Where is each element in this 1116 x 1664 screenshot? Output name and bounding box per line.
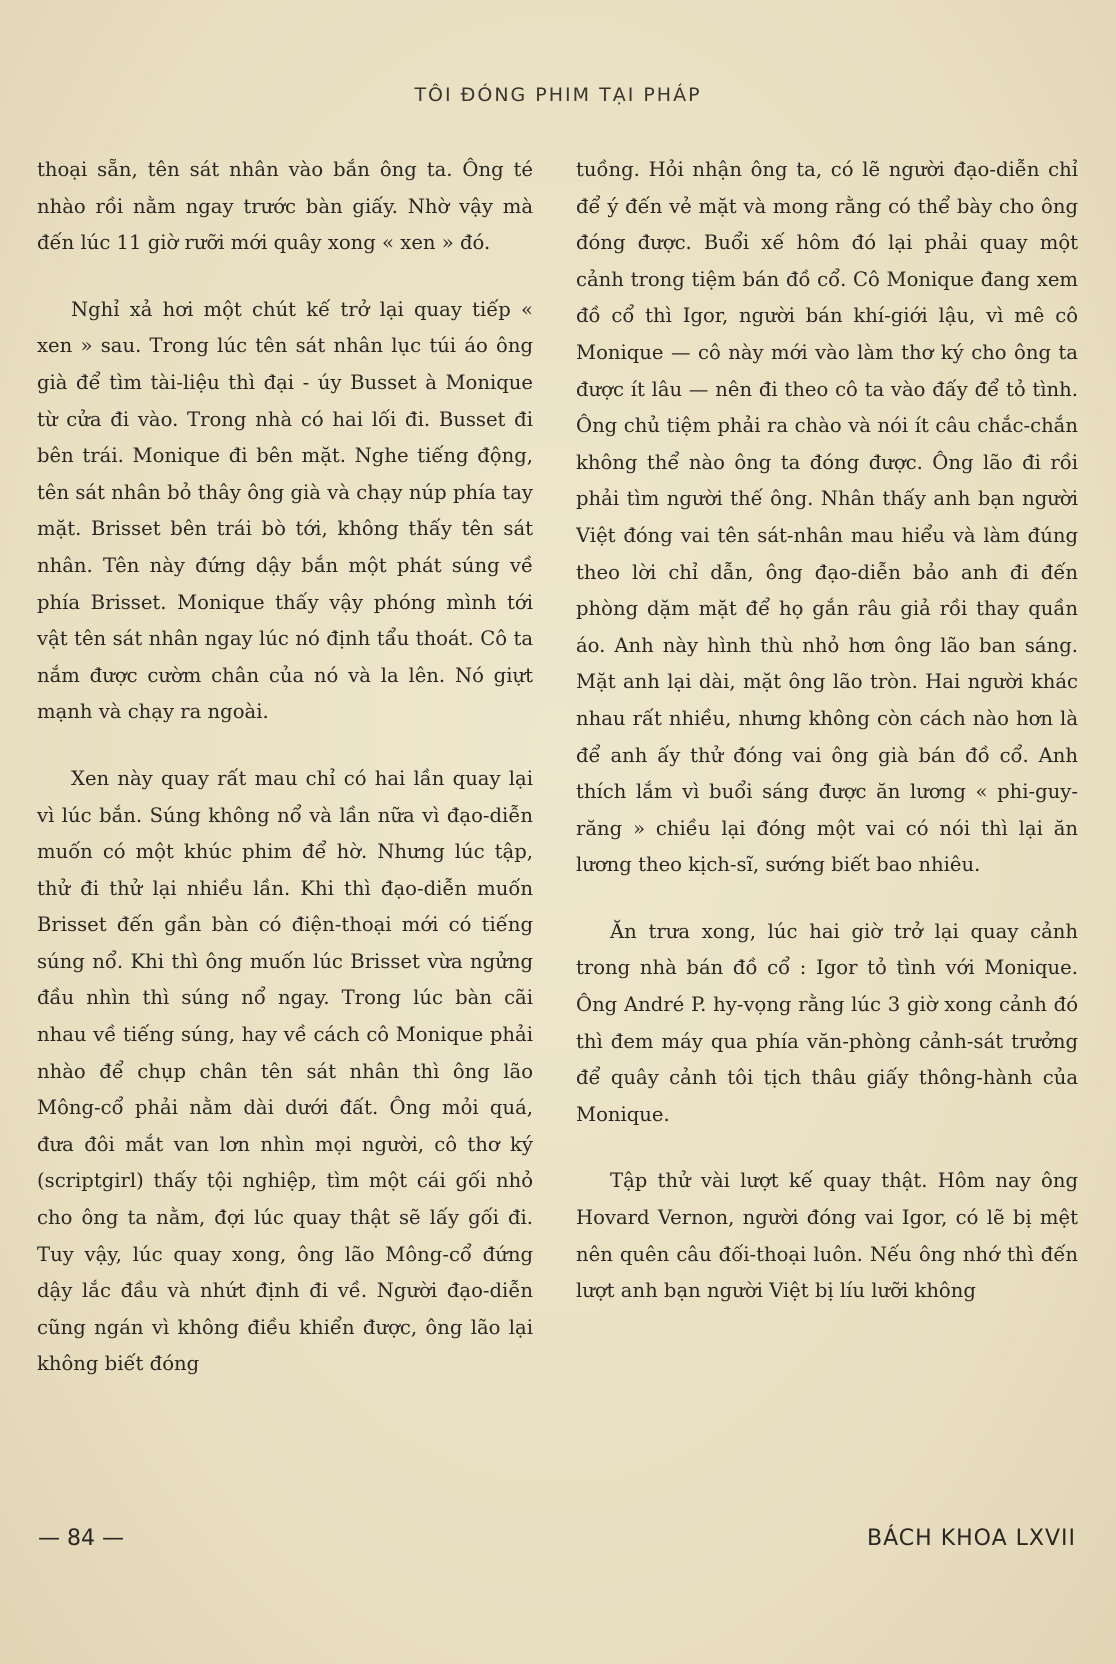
page-number: — 84 —: [38, 1526, 124, 1551]
running-head: TÔI ĐÓNG PHIM TẠI PHÁP: [414, 84, 702, 106]
paragraph: thoại sẵn, tên sát nhân vào bắn ông ta. Ông té nhào rồi nằm ngay trước bàn giấy. Nhờ vậy mà đến lúc 11 giờ rưỡi mới quây xong « xen » đó.: [37, 158, 533, 255]
left-column: [37, 152, 533, 1383]
paragraph: tuồng. Hỏi nhận ông ta, có lẽ người đạo-diễn chỉ để ý đến vẻ mặt và mong rằng có thể bày cho ông đóng được. Buổi xế hôm đó lại phải quay một cảnh trong tiệm bán đồ cổ. Cô Monique đang xem đồ cổ thì Igor, người bán khí-giới lậu, vì mê cô Monique — cô này mới vào làm thơ ký cho ông ta được ít lâu — nên đi theo cô ta vào đấy để tỏ tình. Ông chủ tiệm phải ra chào và nói ít câu chắc-chắn không thể nào ông ta đóng được. Ông lão đi rồi phải tìm người thế ông. Nhân thấy anh bạn người Việt đóng vai tên sát-nhân mau hiểu và làm đúng theo lời chỉ dẫn, ông đạo-diễn bảo anh đi đến phòng dặm mặt để họ gắn râu giả rồi thay quần áo. Anh này hình thù nhỏ hơn ông lão ban sáng. Mặt anh lại dài, mặt ông lão tròn. Hai người khác nhau rất nhiều, nhưng không còn cách nào hơn là để anh ấy thử đóng vai ông già bán đồ cổ. Anh thích lắm vì buổi sáng được ăn lương « phi-guy-răng » chiều lại đóng một vai có nói thì lại ăn lương theo kịch-sĩ, sướng biết bao nhiêu.: [576, 158, 1078, 877]
paragraph: Nghỉ xả hơi một chút kế trở lại quay tiếp « xen » sau. Trong lúc tên sát nhân lục túi áo ông già để tìm tài-liệu thì đại - úy Busset à Monique từ cửa đi vào. Trong nhà có hai lối đi. Busset đi bên trái. Monique đi bên mặt. Nghe tiếng động, tên sát nhân bỏ thây ông già và chạy núp phía tay mặt. Brisset bên trái bò tới, không thấy tên sát nhân. Tên này đứng dậy bắn một phát súng về phía Brisset. Monique thấy vậy phóng mình tới vật tên sát nhân ngay lúc nó định tẩu thoát. Cô ta nắm được cườm chân của nó và la lên. Nó giựt mạnh và chạy ra ngoài.: [37, 297, 533, 724]
paragraph: Tập thử vài lượt kế quay thật. Hôm nay ông Hovard Vernon, người đóng vai Igor, có lẽ bị mệt nên quên câu đối-thoại luôn. Nếu ông nhớ thì đến lượt anh bạn người Việt bị líu lưỡi không: [576, 1169, 1078, 1303]
right-column: [576, 152, 1078, 1310]
magazine-title: BÁCH KHOA LXVII: [867, 1526, 1076, 1551]
paragraph: Xen này quay rất mau chỉ có hai lần quay lại vì lúc bắn. Súng không nổ và lần nữa vì đạo-diễn muốn có một khúc phim để hờ. Nhưng lúc tập, thử đi thử lại nhiều lần. Khi thì đạo-diễn muốn Brisset đến gần bàn có điện-thoại mới có tiếng súng nổ. Khi thì ông muốn lúc Brisset vừa ngửng đầu nhìn thì súng nổ ngay. Trong lúc bàn cãi nhau về tiếng súng, hay về cách cô Monique phải nhào để chụp chân tên sát nhân thì ông lão Mông-cổ phải nằm dài dưới đất. Ông mỏi quá, đưa đôi mắt van lơn nhìn mọi người, cô thơ ký (scriptgirl) thấy tội nghiệp, tìm một cái gối nhỏ cho ông ta nằm, đợi lúc quay thật sẽ lấy gối đi. Tuy vậy, lúc quay xong, ông lão Mông-cổ đứng dậy lắc đầu và nhứt định đi về. Người đạo-diễn cũng ngán vì không điều khiển được, ông lão lại không biết đóng: [37, 766, 533, 1376]
paragraph: Ăn trưa xong, lúc hai giờ trở lại quay cảnh trong nhà bán đồ cổ : Igor tỏ tình với Monique. Ông André P. hy-vọng rằng lúc 3 giờ xong cảnh đó thì đem máy qua phía văn-phòng cảnh-sát trưởng để quây cảnh tôi tịch thâu giấy thông-hành của Monique.: [576, 919, 1078, 1126]
